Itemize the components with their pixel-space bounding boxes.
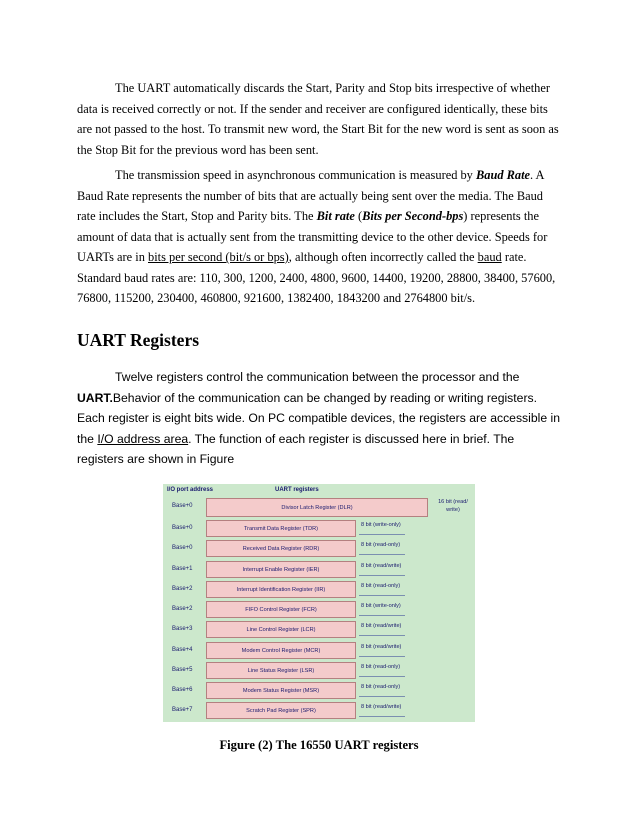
- register-address: Base+3: [172, 626, 193, 632]
- register-address: Base+0: [172, 503, 193, 509]
- register-row: [163, 601, 475, 619]
- register-bits-underline: [359, 635, 405, 636]
- register-name: Transmit Data Register (TDR): [206, 520, 356, 537]
- register-bits-underline: [359, 716, 405, 717]
- term-bps: Bits per Second-bps: [362, 209, 464, 223]
- register-address: Base+0: [172, 545, 193, 551]
- register-address: Base+2: [172, 586, 193, 592]
- register-name: Modem Control Register (MCR): [206, 642, 356, 659]
- register-bits-underline: [359, 676, 405, 677]
- register-name: Line Status Register (LSR): [206, 662, 356, 679]
- register-row: [163, 642, 475, 660]
- figure-col-addr: I/O port address: [167, 487, 214, 493]
- register-name: Interrupt Identification Register (IIR): [206, 581, 356, 598]
- register-name: Line Control Register (LCR): [206, 621, 356, 638]
- register-row: [163, 540, 475, 558]
- register-row: [163, 520, 475, 538]
- register-bits-underline: [359, 554, 405, 555]
- paragraph-registers: Twelve registers control the communication between the processor and the UART.Behavior of the communication can be changed by reading or writing registers. Each register is eight bits wide. On PC compatible devices, the registers are accessible in the I/O address area. The function of each register is discussed here in brief. The registers are shown in Figure: [77, 370, 560, 466]
- register-name: Interrupt Enable Register (IER): [206, 561, 356, 578]
- register-bits: 8 bit (read-only): [361, 583, 401, 589]
- figure-col-registers: UART registers: [275, 487, 319, 493]
- figure-caption: Figure (2) The 16550 UART registers: [219, 738, 419, 752]
- paragraph-uart-discard: The UART automatically discards the Start, Parity and Stop bits irrespective of whether data is received correctly or not. If the sender and receiver are configured identically, these bits are not passed to the host. To transmit new word, the Start Bit for the new word is sent as soon as the Stop Bit for the previous word has been sent.: [77, 81, 559, 157]
- register-address: Base+5: [172, 667, 193, 673]
- register-name: Modem Status Register (MSR): [206, 682, 356, 699]
- register-address: Base+6: [172, 687, 193, 693]
- register-address: Base+2: [172, 606, 193, 612]
- section-heading-uart-registers: UART Registers: [77, 330, 200, 350]
- register-row: [163, 498, 475, 516]
- register-row: [163, 561, 475, 579]
- register-name: FIFO Control Register (FCR): [206, 601, 356, 618]
- register-bits: 8 bit (read-only): [361, 664, 401, 670]
- link-bits-per-second[interactable]: bits per second (bit/s or bps): [148, 250, 289, 264]
- uart-registers-figure: [163, 484, 475, 722]
- register-bits: 8 bit (write-only): [361, 603, 401, 609]
- register-bits: 8 bit (read/write): [361, 704, 402, 710]
- term-baud-rate: Baud Rate: [475, 168, 531, 182]
- register-bits: 8 bit (read/write): [361, 644, 402, 650]
- register-address: Base+7: [172, 707, 193, 713]
- register-bits: 8 bit (read-only): [361, 684, 401, 690]
- register-bits-underline: [359, 656, 405, 657]
- register-row: [163, 702, 475, 720]
- link-baud[interactable]: baud: [477, 250, 502, 264]
- register-bits-underline: [359, 615, 405, 616]
- register-bits-underline: [359, 534, 405, 535]
- term-bit-rate: Bit rate: [316, 209, 355, 223]
- register-bits: 8 bit (read/write): [361, 623, 402, 629]
- register-bits: 8 bit (read/write): [361, 563, 402, 569]
- register-bits-underline: [359, 595, 405, 596]
- register-address: Base+0: [172, 525, 193, 531]
- paragraph-baud-rate: The transmission speed in asynchronous communication is measured by Baud Rate. A Baud Rate represents the number of bits that are actually being sent over the media. The Baud rate includes the Start, Stop and Parity bits. The Bit rate (Bits per Second-bps) represents the amount of data that is actually sent from the transmitting device to the other device. Speeds for UARTs are in bits per second (bit/s or bps), although often incorrectly called the baud rate. Standard baud rates are: 110, 300, 1200, 2400, 4800, 9600, 14400, 19200, 28800, 38400, 57600, 76800, 115200, 230400, 460800, 921600, 1382400, 1843200 and 2764800 bit/s.: [77, 168, 556, 305]
- register-row: [163, 621, 475, 639]
- register-row: [163, 581, 475, 599]
- register-bits-underline: [359, 575, 405, 576]
- register-name: Scratch Pad Register (SPR): [206, 702, 356, 719]
- register-bits: 8 bit (read-only): [361, 542, 401, 548]
- register-bits-underline: [359, 696, 405, 697]
- register-name: Received Data Register (RDR): [206, 540, 356, 557]
- register-bits: 8 bit (write-only): [361, 522, 401, 528]
- term-uart: UART.: [77, 390, 113, 405]
- register-bits: 16 bit (read/ write): [438, 499, 468, 513]
- register-name: Divisor Latch Register (DLR): [206, 498, 428, 517]
- register-row: [163, 662, 475, 680]
- register-address: Base+4: [172, 647, 193, 653]
- register-address: Base+1: [172, 566, 193, 572]
- link-io-address-area[interactable]: I/O address area: [97, 431, 189, 446]
- register-row: [163, 682, 475, 700]
